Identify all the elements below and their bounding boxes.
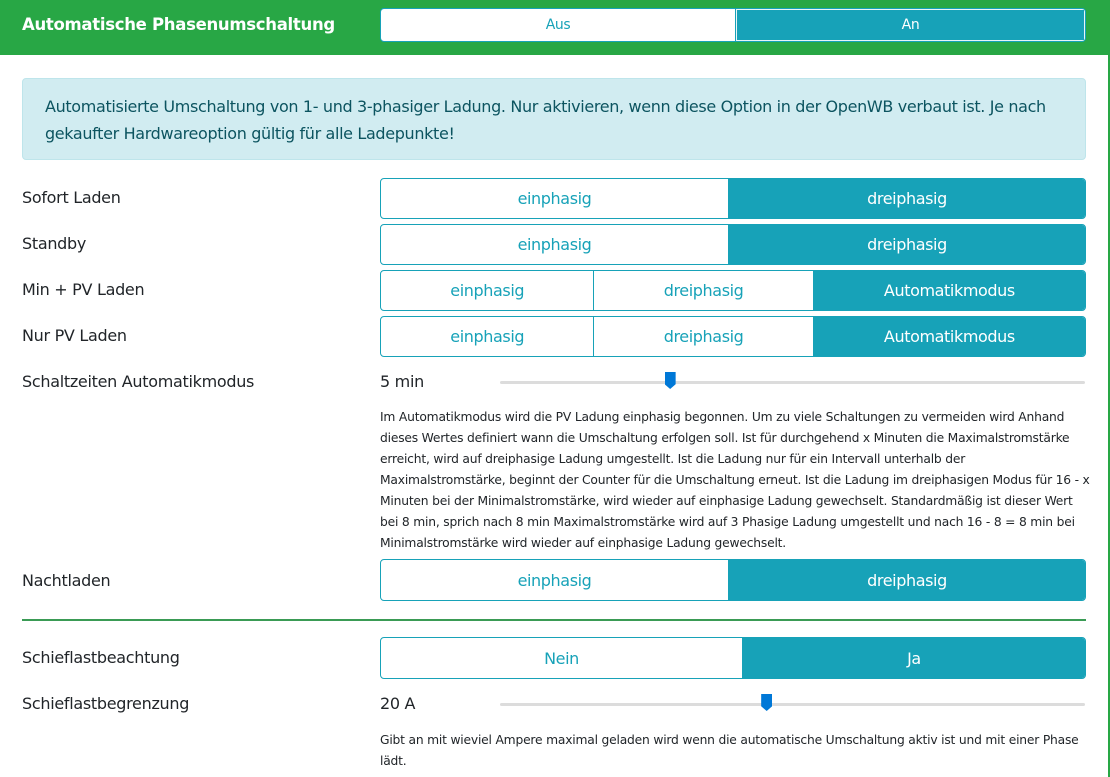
section-title: Automatische Phasenumschaltung <box>22 15 335 34</box>
schieflastbegrenzung-help-text: Gibt an mit wieviel Ampere maximal geladen wird wenn die automatische Umschaltung aktiv ist und mit einer Phase lädt. <box>380 733 1079 768</box>
schieflast-ja-button[interactable]: Ja <box>743 638 1085 678</box>
schaltzeiten-slider[interactable] <box>500 372 1085 392</box>
label-sofort-laden: Sofort Laden <box>22 188 121 207</box>
label-standby: Standby <box>22 234 87 253</box>
schieflastbeachtung-selector <box>380 637 1086 679</box>
slider-thumb[interactable] <box>665 372 676 389</box>
info-alert: Automatisierte Umschaltung von 1- und 3-phasiger Ladung. Nur aktivieren, wenn diese Option in der OpenWB verbaut ist. Je nach gekaufter Hardwareoption gültig für alle Ladepunkte! <box>22 78 1086 160</box>
schieflastbegrenzung-slider[interactable] <box>500 694 1085 714</box>
label-schaltzeiten: Schaltzeiten Automatikmodus <box>22 372 255 391</box>
section-divider <box>22 619 1086 621</box>
toggle-an-button[interactable]: An <box>736 9 1085 41</box>
min-pv-einphasig-button[interactable]: einphasig <box>381 271 594 310</box>
label-schieflastbegrenzung: Schieflastbegrenzung <box>22 694 190 713</box>
slider-track[interactable] <box>500 703 1085 706</box>
schieflast-nein-button[interactable]: Nein <box>381 638 743 678</box>
label-schieflastbeachtung: Schieflastbeachtung <box>22 648 180 667</box>
nur-pv-einphasig-button[interactable]: einphasig <box>381 317 594 356</box>
nur-pv-laden-selector <box>380 316 1086 357</box>
label-nur-pv-laden: Nur PV Laden <box>22 326 127 345</box>
nachtladen-dreiphasig-button[interactable]: dreiphasig <box>729 560 1085 600</box>
schieflastbegrenzung-value: 20 A <box>380 694 416 713</box>
toggle-aus-button[interactable]: Aus <box>381 9 736 41</box>
card-header <box>0 0 1110 55</box>
phase-switch-toggle <box>380 8 1086 42</box>
nur-pv-dreiphasig-button[interactable]: dreiphasig <box>594 317 813 356</box>
standby-einphasig-button[interactable]: einphasig <box>381 225 729 264</box>
min-pv-automatikmodus-button[interactable]: Automatikmodus <box>814 271 1085 310</box>
sofort-laden-selector <box>380 178 1086 219</box>
min-pv-dreiphasig-button[interactable]: dreiphasig <box>594 271 813 310</box>
label-nachtladen: Nachtladen <box>22 571 111 590</box>
sofort-laden-dreiphasig-button[interactable]: dreiphasig <box>729 179 1085 218</box>
schaltzeiten-help-text: Im Automatikmodus wird die PV Ladung einphasig begonnen. Um zu viele Schaltungen zu vermeiden wird Anhand dieses Wertes definiert wann die Umschaltung erfolgen soll. Ist für durchgehend x Minuten die Maximalstromstärke erreicht, wird auf dreiphasige Ladung umgestellt. Ist die Ladung nur für ein Intervall unterhalb der Maximalstromstärke, beginnt der Counter für die Umschaltung erneut. Ist die Ladung im dreiphasigen Modus für 16 - x Minuten bei der Minimalstromstärke, wird wieder auf einphasige Ladung gewechselt. Standardmäßig ist dieser Wert bei 8 min, sprich nach 8 min Maximalstromstärke wird auf 3 Phasige Ladung umgestellt und nach 16 - 8 = 8 min bei Minimalstromstärke wird wieder auf einphasige Ladung gewechselt. <box>380 410 1090 550</box>
slider-track[interactable] <box>500 381 1085 384</box>
nachtladen-selector <box>380 559 1086 601</box>
label-min-pv-laden: Min + PV Laden <box>22 280 145 299</box>
nachtladen-einphasig-button[interactable]: einphasig <box>381 560 729 600</box>
standby-selector <box>380 224 1086 265</box>
nur-pv-automatikmodus-button[interactable]: Automatikmodus <box>814 317 1085 356</box>
sofort-laden-einphasig-button[interactable]: einphasig <box>381 179 729 218</box>
schaltzeiten-value: 5 min <box>380 372 424 391</box>
min-pv-laden-selector <box>380 270 1086 311</box>
slider-thumb[interactable] <box>761 694 772 711</box>
standby-dreiphasig-button[interactable]: dreiphasig <box>729 225 1085 264</box>
